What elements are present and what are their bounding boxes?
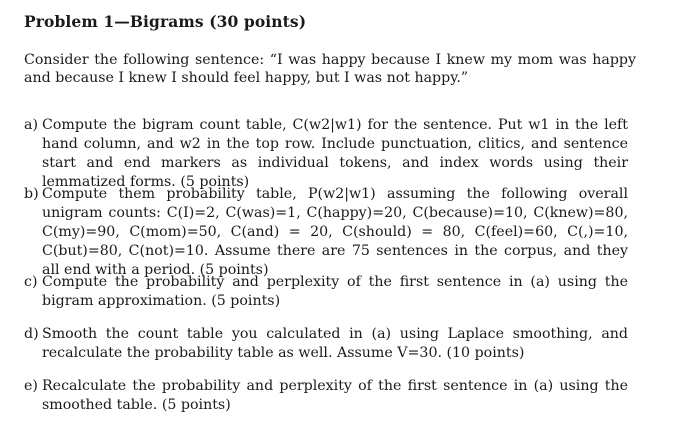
item-label: b) (24, 186, 39, 202)
item-text: Recalculate the probability and perplexity of the first sentence in (a) using the smoothed table. (5 points) (42, 378, 628, 413)
item-text: Smooth the count table you calculated in (a) using Laplace smoothing, and recalculate the probability table as well. Assume V=30. (10 points) (42, 326, 628, 361)
item-label: c) (24, 274, 38, 290)
item-label: a) (24, 117, 38, 133)
item-text: Compute the bigram count table, C(w2|w1) for the sentence. Put w1 in the left hand column, and w2 in the top row. Include punctuation, clitics, and sentence start and end markers as individual tokens, and index words using their lemmatized forms. (5 points) (42, 117, 628, 190)
item-text: Compute them probability table, P(w2|w1) assuming the following overall unigram counts: C(I)=2, C(was)=1, C(happy)=20, C(because)=10, C(knew)=80, C(my)=90, C(mom)=50, C(and) = 20, C(should) = 80, C(feel)=60, C(,)=10, C(but)=80, C(not)=10. Assume there are 75 sentences in the corpus, and they all end with a period. (5 points) (42, 186, 628, 278)
problem-title: Problem 1—Bigrams (30 points) (24, 12, 307, 31)
item-label: e) (24, 378, 38, 394)
item-label: d) (24, 326, 39, 342)
item-text: Compute the probability and perplexity of the first sentence in (a) using the bigram approximation. (5 points) (42, 274, 628, 309)
problem-intro: Consider the following sentence: “I was happy because I knew my mom was happy and because I knew I should feel happy, but I was not happy.” (24, 52, 636, 86)
